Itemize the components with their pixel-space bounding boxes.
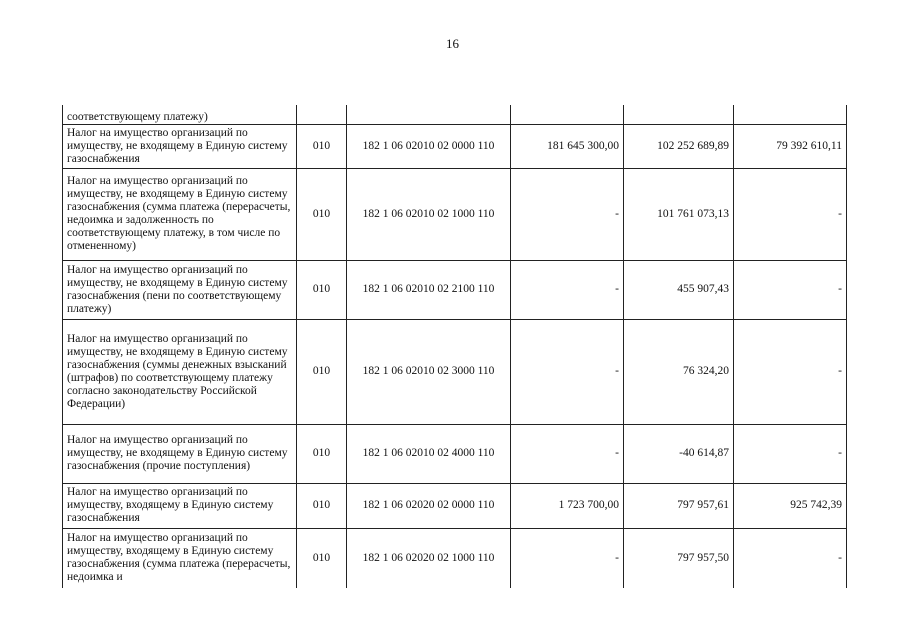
table-row [63, 528, 847, 588]
unexecuted-amount-cell: - [734, 424, 847, 483]
table-row [63, 124, 847, 168]
table-row [63, 105, 847, 124]
approved-amount-cell: - [511, 424, 624, 483]
income-name-cell: Налог на имущество организаций по имуществу, не входящему в Единую систему газоснабжения (пени по соответствующему платежу) [63, 260, 297, 319]
line-code-cell: 010 [297, 319, 347, 424]
line-code-cell: 010 [297, 124, 347, 168]
line-code-cell: 010 [297, 483, 347, 528]
approved-amount-cell: - [511, 168, 624, 260]
unexecuted-amount-cell: 79 392 610,11 [734, 124, 847, 168]
approved-amount-cell [511, 105, 624, 124]
kbk-code-cell: 182 1 06 02010 02 2100 110 [347, 260, 511, 319]
approved-amount-cell: - [511, 528, 624, 588]
approved-amount-cell: 181 645 300,00 [511, 124, 624, 168]
executed-amount-cell: 76 324,20 [624, 319, 734, 424]
table-row [63, 168, 847, 260]
kbk-code-cell: 182 1 06 02010 02 0000 110 [347, 124, 511, 168]
table-row [63, 260, 847, 319]
unexecuted-amount-cell: 925 742,39 [734, 483, 847, 528]
executed-amount-cell: 797 957,50 [624, 528, 734, 588]
executed-amount-cell [624, 105, 734, 124]
unexecuted-amount-cell: - [734, 319, 847, 424]
line-code-cell: 010 [297, 168, 347, 260]
income-name-cell: Налог на имущество организаций по имуществу, входящему в Единую систему газоснабжения (сумма платежа (перерасчеты, недоимка и [63, 528, 297, 588]
income-name-cell: Налог на имущество организаций по имуществу, не входящему в Единую систему газоснабжения [63, 124, 297, 168]
table-row [63, 424, 847, 483]
executed-amount-cell: -40 614,87 [624, 424, 734, 483]
executed-amount-cell: 101 761 073,13 [624, 168, 734, 260]
unexecuted-amount-cell [734, 105, 847, 124]
table-row [63, 319, 847, 424]
kbk-code-cell: 182 1 06 02010 02 4000 110 [347, 424, 511, 483]
kbk-code-cell: 182 1 06 02020 02 1000 110 [347, 528, 511, 588]
page-number: 16 [446, 36, 459, 51]
kbk-code-cell: 182 1 06 02020 02 0000 110 [347, 483, 511, 528]
line-code-cell [297, 105, 347, 124]
executed-amount-cell: 102 252 689,89 [624, 124, 734, 168]
executed-amount-cell: 797 957,61 [624, 483, 734, 528]
income-name-cell: Налог на имущество организаций по имуществу, входящему в Единую систему газоснабжения [63, 483, 297, 528]
income-name-cell: Налог на имущество организаций по имуществу, не входящему в Единую систему газоснабжения (суммы денежных взысканий (штрафов) по соответствующему платежу согласно законодательству Российской Федерации) [63, 319, 297, 424]
income-name-cell: соответствующему платежу) [63, 105, 297, 124]
unexecuted-amount-cell: - [734, 260, 847, 319]
line-code-cell: 010 [297, 424, 347, 483]
budget-execution-table [62, 105, 847, 588]
income-name-cell: Налог на имущество организаций по имуществу, не входящему в Единую систему газоснабжения (сумма платежа (перерасчеты, недоимка и задолженность по соответствующему платежу, в том числе по отмененному) [63, 168, 297, 260]
line-code-cell: 010 [297, 260, 347, 319]
kbk-code-cell [347, 105, 511, 124]
approved-amount-cell: 1 723 700,00 [511, 483, 624, 528]
approved-amount-cell: - [511, 319, 624, 424]
income-name-cell: Налог на имущество организаций по имуществу, не входящему в Единую систему газоснабжения (прочие поступления) [63, 424, 297, 483]
executed-amount-cell: 455 907,43 [624, 260, 734, 319]
unexecuted-amount-cell: - [734, 528, 847, 588]
table-row [63, 483, 847, 528]
unexecuted-amount-cell: - [734, 168, 847, 260]
kbk-code-cell: 182 1 06 02010 02 1000 110 [347, 168, 511, 260]
line-code-cell: 010 [297, 528, 347, 588]
approved-amount-cell: - [511, 260, 624, 319]
kbk-code-cell: 182 1 06 02010 02 3000 110 [347, 319, 511, 424]
